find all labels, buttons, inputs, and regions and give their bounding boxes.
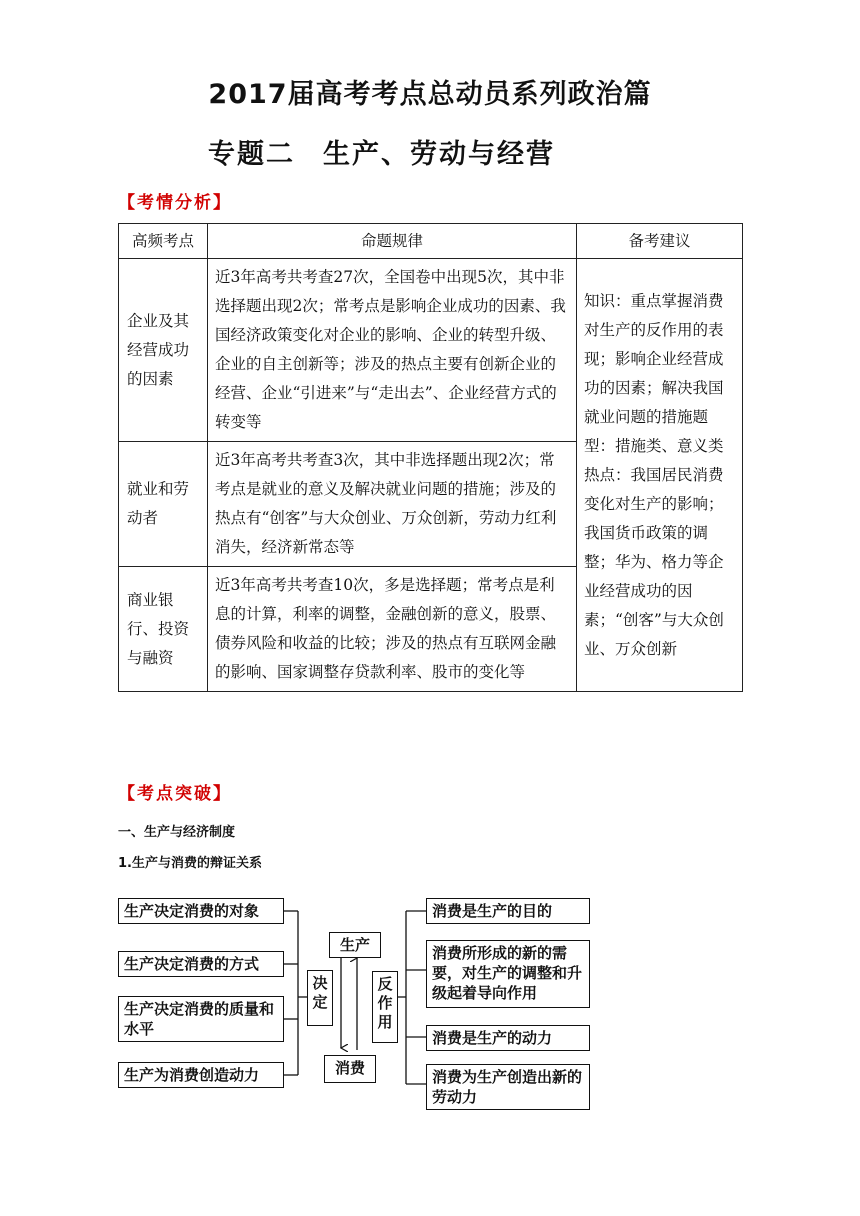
pattern-cell: 近3年高考共考查3次，其中非选择题出现2次；常考点是就业的意义及解决就业问题的措施；涉及的热点有“创客”与大众创业、万众创新，劳动力红利消失，经济新常态等 (208, 442, 577, 567)
analysis-table (118, 223, 743, 692)
suggestion-cell: 知识：重点掌握消费对生产的反作用的表现；影响企业经营成功的因素；解决我国就业问题的措施题型：措施类、意义类热点：我国居民消费变化对生产的影响；我国货币政策的调整；华为、格力等企业经营成功的因素；“创客”与大众创业、万众创新 (577, 259, 743, 692)
reaction-label: 反作用 (372, 971, 398, 1043)
breakthrough-heading: 【考点突破】 (118, 784, 232, 804)
document-subtitle (208, 132, 555, 171)
consumption-box: 消费 (324, 1055, 376, 1083)
right-box-purpose: 消费是生产的目的 (426, 898, 590, 924)
left-box-method: 生产决定消费的方式 (118, 951, 284, 977)
section-heading: 一、生产与经济制度 (118, 825, 236, 840)
topic-cell: 就业和劳动者 (119, 442, 208, 567)
table-row (119, 259, 743, 442)
topic-cell: 商业银行、投资与融资 (119, 567, 208, 692)
topic-cell: 企业及其经营成功的因素 (119, 259, 208, 442)
pattern-cell: 近3年高考共考查10次，多是选择题；常考点是利息的计算，利率的调整，金融创新的意义，股票、债券风险和收益的比较；涉及的热点有互联网金融的影响、国家调整存贷款利率、股市的变化等 (208, 567, 577, 692)
right-box-labor: 消费为生产创造出新的劳动力 (426, 1064, 590, 1110)
right-box-drive: 消费是生产的动力 (426, 1025, 590, 1051)
pattern-cell: 近3年高考共考查27次，全国卷中出现5次，其中非选择题出现2次；常考点是影响企业成功的因素、我国经济政策变化对企业的影响、企业的转型升级、企业的自主创新等；涉及的热点主要有创新企业的经营、企业“引进来”与“走出去”、企业经营方式的转变等 (208, 259, 577, 442)
subtitle-text: 生产、劳动与经营 (323, 139, 555, 170)
table-header-row (119, 224, 743, 259)
left-box-object: 生产决定消费的对象 (118, 898, 284, 924)
column-header: 命题规律 (208, 224, 577, 259)
decide-label: 决定 (307, 970, 333, 1026)
subtitle-label: 专题二 (208, 139, 295, 170)
analysis-heading: 【考情分析】 (118, 193, 232, 213)
document-title: 2017届高考考点总动员系列政治篇 (208, 79, 652, 110)
right-box-guidance: 消费所形成的新的需要，对生产的调整和升级起着导向作用 (426, 940, 590, 1008)
item-heading: 1.生产与消费的辩证关系 (118, 856, 262, 871)
left-box-motivation: 生产为消费创造动力 (118, 1062, 284, 1088)
left-box-quality: 生产决定消费的质量和水平 (118, 996, 284, 1042)
production-consumption-diagram (110, 888, 610, 1118)
column-header: 高频考点 (119, 224, 208, 259)
production-box: 生产 (329, 932, 381, 958)
column-header: 备考建议 (577, 224, 743, 259)
